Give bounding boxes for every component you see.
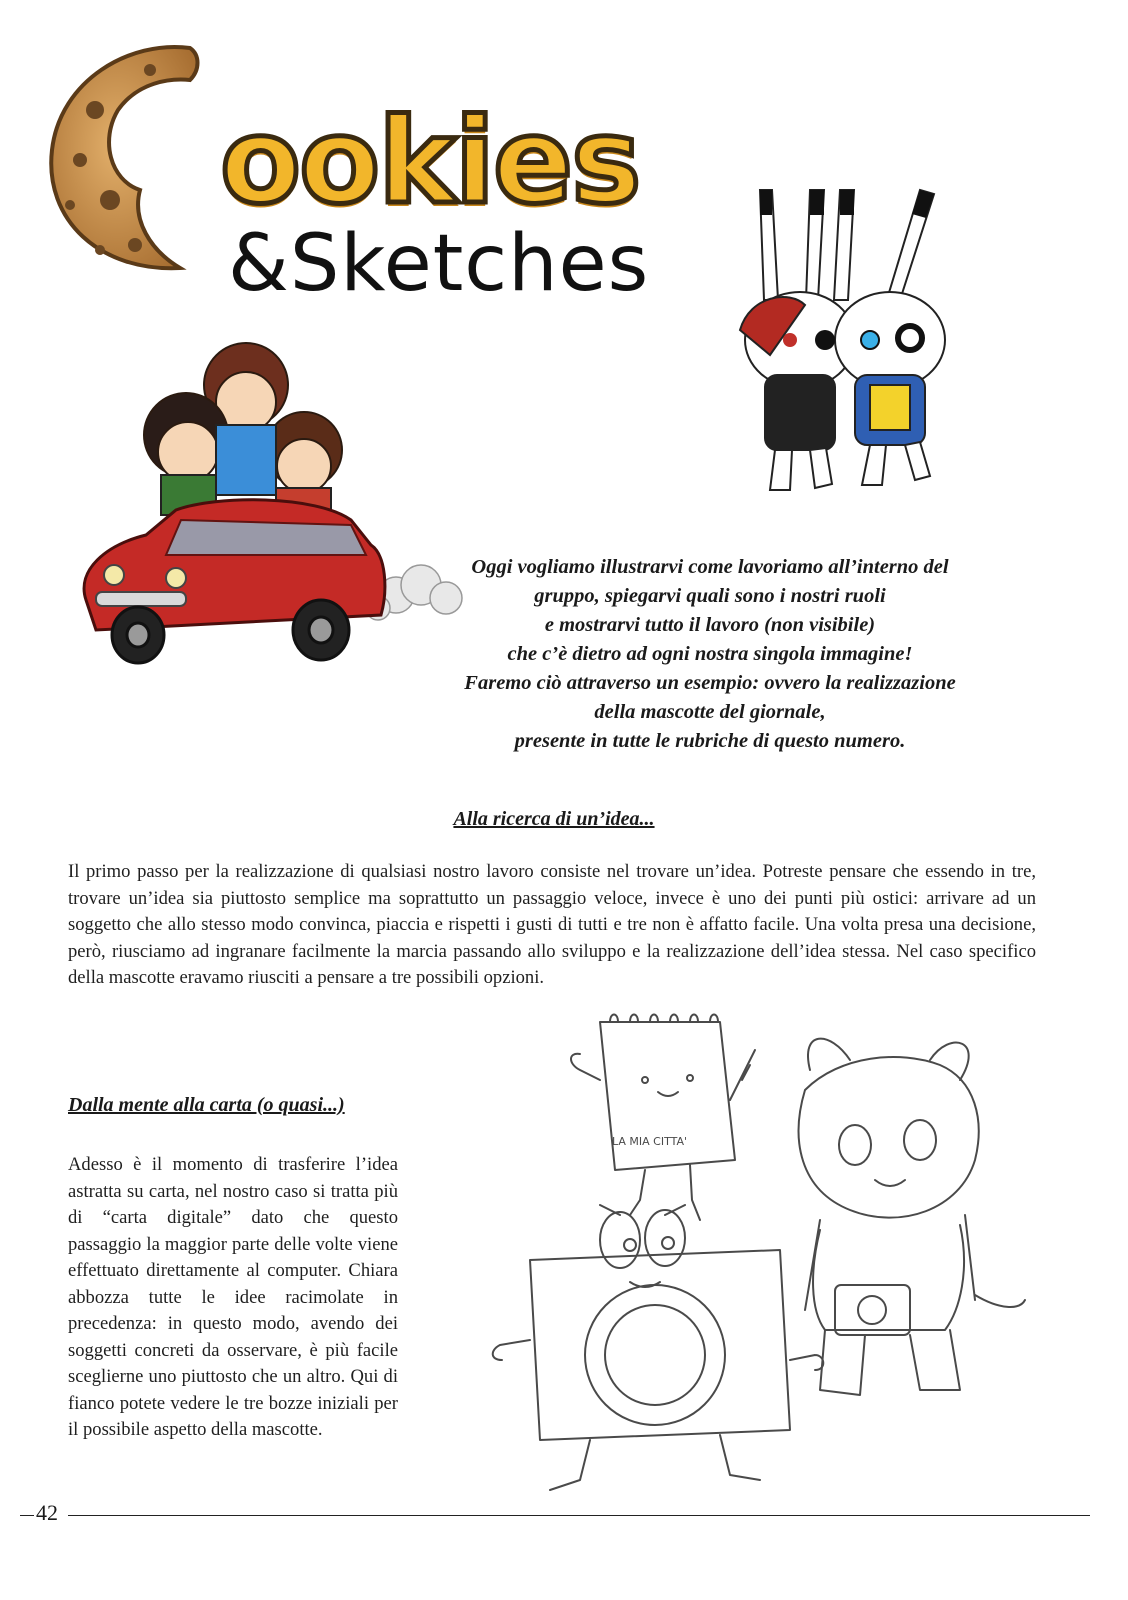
footer-dash: [20, 1515, 34, 1516]
camera-sketch: [530, 1250, 790, 1440]
intro-line: Faremo ciò attraverso un esempio: ovvero la realizzazione: [464, 672, 956, 694]
section-body-sketch: [68, 1152, 398, 1444]
mascot-sketches-illustration: [480, 1010, 1040, 1510]
cookie-moon-icon: [40, 40, 240, 280]
logo-word-cookies: ookies: [220, 92, 640, 230]
intro-line: presente in tutte le rubriche di questo numero.: [514, 730, 906, 752]
intro-line: gruppo, spiegarvi quali sono i nostri ruoli: [534, 585, 886, 607]
section-body-idea: [68, 859, 1036, 992]
paragraph: Adesso è il momento di trasferire l’idea astratta su carta, nel nostro caso si tratta più di “carta digitale” dato che questo passaggio la maggior parte delle volte viene effettuato direttamente al computer. Chiara abbozza tutte le idee racimolate in precedenza: in questo modo, avendo dei soggetti concreti da osservare, è più facile sceglierne uno piuttosto che un altro. Qui di fianco potete vedere le tre bozze iniziali per il possibile aspetto della mascotte.: [68, 1154, 398, 1440]
logo-word-sketches: &Sketches: [228, 219, 650, 309]
intro-line: e mostrarvi tutto il lavoro (non visibile): [544, 614, 876, 636]
car-characters-illustration: [66, 330, 476, 690]
intro-text: [420, 553, 1000, 756]
notepad-label: LA MIA CITTA': [612, 1135, 688, 1148]
intro-line: della mascotte del giornale,: [594, 701, 826, 723]
intro-line: Oggi vogliamo illustrarvi come lavoriamo all’interno del: [471, 556, 949, 578]
section-heading-sketch: Dalla mente alla carta (o quasi...): [68, 1094, 345, 1116]
bunny-mascots-illustration: [730, 180, 970, 500]
intro-line: che c’è dietro ad ogni nostra singola immagine!: [507, 643, 913, 665]
footer-rule: [68, 1515, 1090, 1516]
page-number: 42: [36, 1500, 58, 1525]
section-heading-idea: Alla ricerca di un’idea...: [453, 808, 655, 830]
magazine-logo: [40, 40, 720, 320]
paragraph: Il primo passo per la realizzazione di qualsiasi nostro lavoro consiste nel trovare un’idea. Potreste pensare che essendo in tre, trovare un’idea sia piuttosto semplice ma soprattutto un passaggio veloce, invece è uno dei punti più ostici: arrivare ad un soggetto che allo stesso modo convinca, piaccia e rispetti i gusti di tutti e tre non è affatto facile. Una volta presa una decisione, però, riusciamo ad ingranare facilmente la marcia passando allo sviluppo e la realizzazione dell’idea stessa. Nel caso specifico della mascotte eravamo riusciti a pensare a tre possibili opzioni.: [68, 861, 1036, 988]
